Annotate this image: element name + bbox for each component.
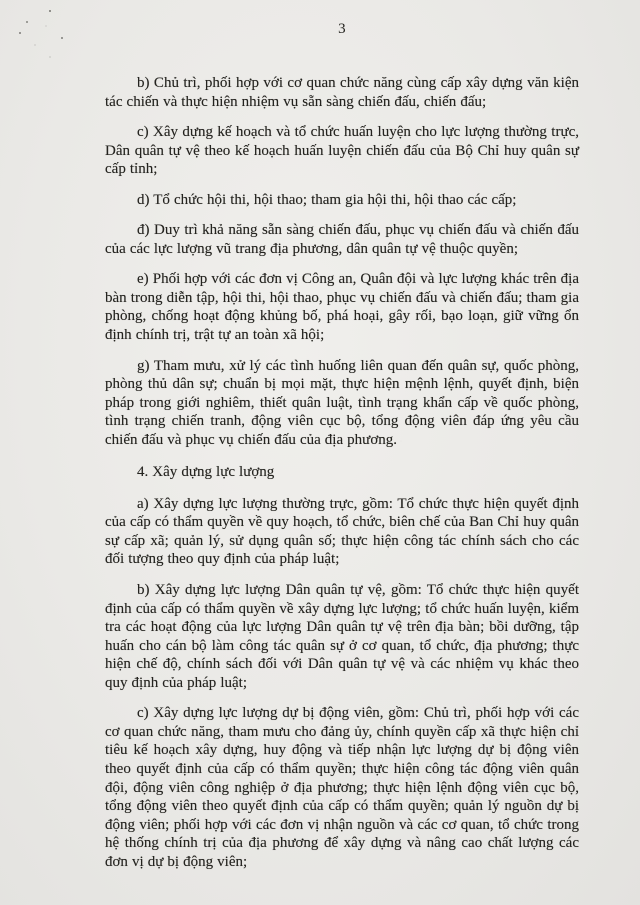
paragraph-item-b2: b) Xây dựng lực lượng Dân quân tự vệ, gồm: Tổ chức thực hiện quyết định của cấp có thẩm quyền về xây dựng lực lượng; tổ chức huấn luyện, kiểm tra các hoạt động của lực lượng Dân quân tự vệ trên địa bàn; bồi dưỡng, tập huấn cho cán bộ làm công tác quân sự ở cơ quan, tổ chức, địa phương; thực hiện chế độ, chính sách đối với Dân quân tự vệ và các nhiệm vụ khác theo quy định của pháp luật; (105, 582, 579, 691)
paragraph-item-c: c) Xây dựng kế hoạch và tổ chức huấn luyện cho lực lượng thường trực, Dân quân tự vệ theo kế hoạch huấn luyện chiến đấu của Bộ Chỉ huy quân sự cấp tỉnh; (105, 124, 579, 178)
document-body (105, 74, 579, 883)
page-number: 3 (338, 21, 346, 37)
paragraph-item-b: b) Chủ trì, phối hợp với cơ quan chức năng cùng cấp xây dựng văn kiện tác chiến và thực hiện nhiệm vụ sẵn sàng chiến đấu, chiến đấu; (105, 75, 579, 110)
paragraph-item-c2: c) Xây dựng lực lượng dự bị động viên, gồm: Chủ trì, phối hợp với các cơ quan chức năng, tham mưu cho đảng ủy, chính quyền cấp xã thực hiện chỉ tiêu kế hoạch xây dựng, huy động và tiếp nhận lực lượng dự bị động viên theo quyết định của cấp có thẩm quyền; thực hiện công tác động viên quân đội, động viên công nghiệp ở địa phương; thực hiện lệnh động viên cục bộ, tổng động viên theo quyết định của cấp có thẩm quyền; quản lý nguồn dự bị động viên; phối hợp với các đơn vị nhận nguồn và các cơ quan, tổ chức trong hệ thống chính trị của địa phương để xây dựng và nâng cao chất lượng các đơn vị dự bị động viên; (105, 705, 579, 870)
paragraph-item-g: g) Tham mưu, xử lý các tình huống liên quan đến quân sự, quốc phòng, phòng thủ dân sự; chuẩn bị mọi mặt, thực hiện mệnh lệnh, quyết định, biện pháp trong giới nghiêm, thiết quân luật, tình trạng khẩn cấp về quốc phòng, tình trạng chiến tranh, động viên cục bộ, tổng động viên đáp ứng yêu cầu chiến đấu và phục vụ chiến đấu của địa phương. (105, 357, 579, 448)
paragraph-item-dd: đ) Duy trì khả năng sẵn sàng chiến đấu, phục vụ chiến đấu và chiến đấu của các lực lượng vũ trang địa phương, dân quân tự vệ thuộc quyền; (105, 222, 579, 257)
paragraph-item-e: e) Phối hợp với các đơn vị Công an, Quân đội và lực lượng khác trên địa bàn trong diễn tập, hội thi, hội thao, phục vụ chiến đấu và chiến đấu; tham gia phòng, chống hoạt động khủng bố, phá hoại, gây rối, bạo loạn, giữ vững ổn định chính trị, trật tự an toàn xã hội; (105, 271, 579, 344)
paragraph-item-d: d) Tổ chức hội thi, hội thao; tham gia hội thi, hội thao các cấp; (137, 191, 517, 208)
paragraph-item-a2: a) Xây dựng lực lượng thường trực, gồm: Tổ chức thực hiện quyết định của cấp có thẩm quyền về quy hoạch, tổ chức, biên chế của Ban Chỉ huy quân sự cấp xã; quản lý, sử dụng quân số; thực hiện công tác chính sách cho các đối tượng theo quy định của pháp luật; (105, 495, 579, 568)
scan-speckles (0, 0, 2, 2)
section-heading-4: 4. Xây dựng lực lượng (137, 464, 275, 481)
